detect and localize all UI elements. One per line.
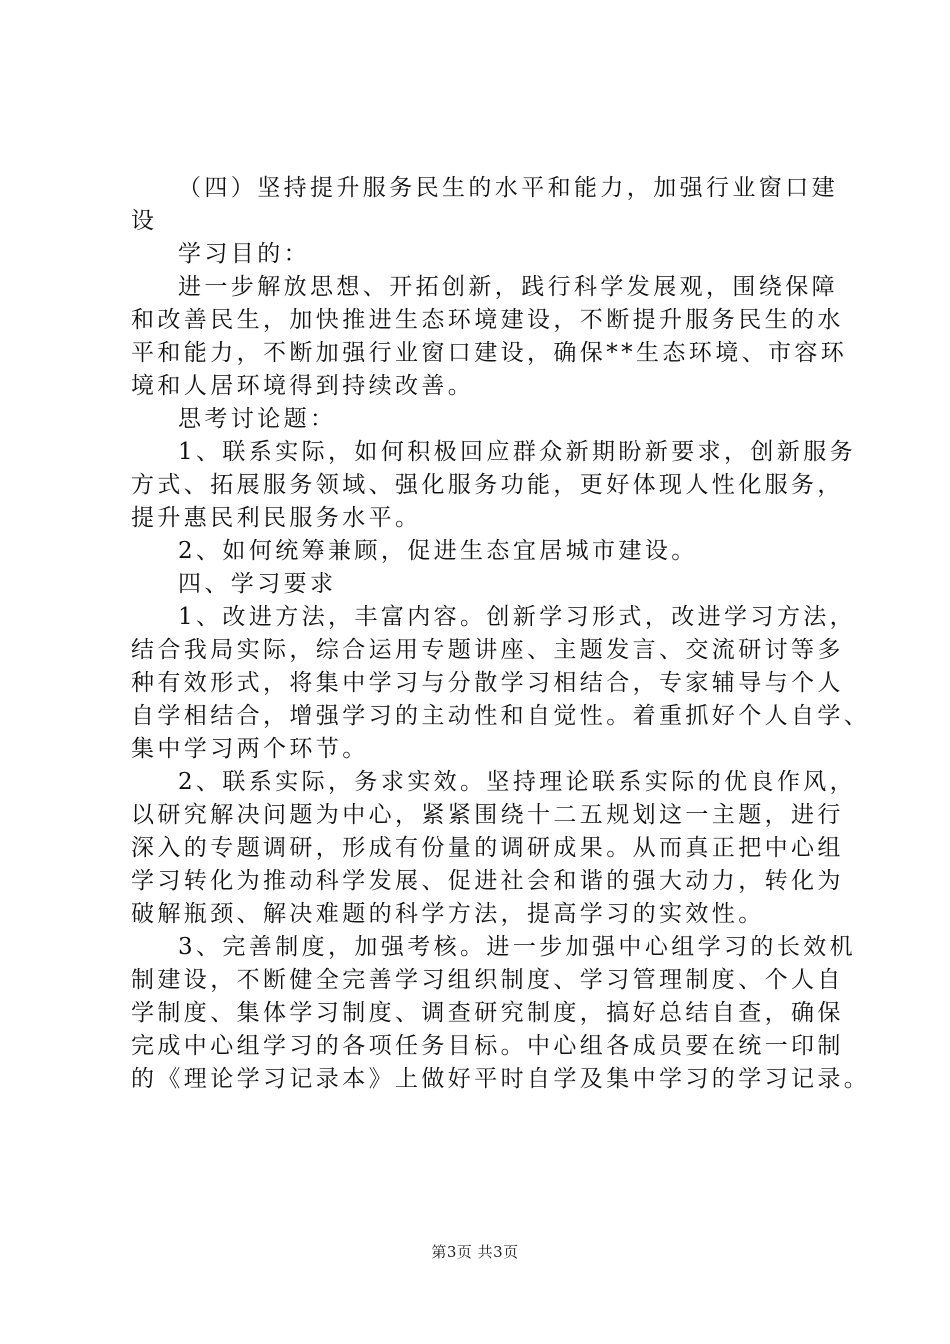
text-line: 1、联系实际，如何积极回应群众新期盼新要求，创新服务 [178,439,857,465]
text-line: 集中学习两个环节。 [131,736,369,762]
text-line: 平和能力，不断加强行业窗口建设，确保**生态环境、市容环 [131,340,848,366]
text-line: 四、学习要求 [178,571,337,597]
text-line: 完成中心组学习的各项任务目标。中心组各成员要在统一印制 [131,1033,844,1059]
text-line: 的《理论学习记录本》上做好平时自学及集中学习的学习记录。 [131,1066,871,1092]
text-line: 制建设，不断健全完善学习组织制度、学习管理制度、个人自 [131,967,844,993]
text-line: 思考讨论题： [178,406,337,432]
text-line: 2、联系实际，务求实效。坚持理论联系实际的优良作风， [178,769,857,795]
text-line: 方式、拓展服务领域、强化服务功能，更好体现人性化服务， [131,472,844,498]
page-footer: 第3页 共3页 [431,1243,519,1261]
text-line: 破解瓶颈、解决难题的科学方法，提高学习的实效性。 [131,901,765,927]
text-line: 种有效形式，将集中学习与分散学习相结合，专家辅导与个人 [131,670,844,696]
text-line: 境和人居环境得到持续改善。 [131,373,475,399]
text-line: 提升惠民利民服务水平。 [131,505,422,531]
text-line: 学习目的： [178,241,310,267]
text-line: 自学相结合，增强学习的主动性和自觉性。着重抓好个人自学、 [131,703,871,729]
text-line: 和改善民生，加快推进生态环境建设，不断提升服务民生的水 [131,307,844,333]
text-line: 2、如何统筹兼顾，促进生态宜居城市建设。 [178,538,698,564]
text-line: 学制度、集体学习制度、调查研究制度，搞好总结自查，确保 [131,1000,844,1026]
text-line: 结合我局实际，综合运用专题讲座、主题发言、交流研讨等多 [131,637,844,663]
text-line: 以研究解决问题为中心，紧紧围绕十二五规划这一主题，进行 [131,802,844,828]
text-line: 学习转化为推动科学发展、促进社会和谐的强大动力，转化为 [131,868,844,894]
text-line: 深入的专题调研，形成有份量的调研成果。从而真正把中心组 [131,835,844,861]
text-line: 3、完善制度，加强考核。进一步加强中心组学习的长效机 [178,934,857,960]
text-line: 1、改进方法，丰富内容。创新学习形式，改进学习方法， [178,604,857,630]
text-line: 进一步解放思想、开拓创新，践行科学发展观，围绕保障 [178,274,838,300]
document-body [131,172,871,1096]
text-line: 设 [131,208,158,234]
text-line: （四）坚持提升服务民生的水平和能力，加强行业窗口建 [178,175,838,201]
